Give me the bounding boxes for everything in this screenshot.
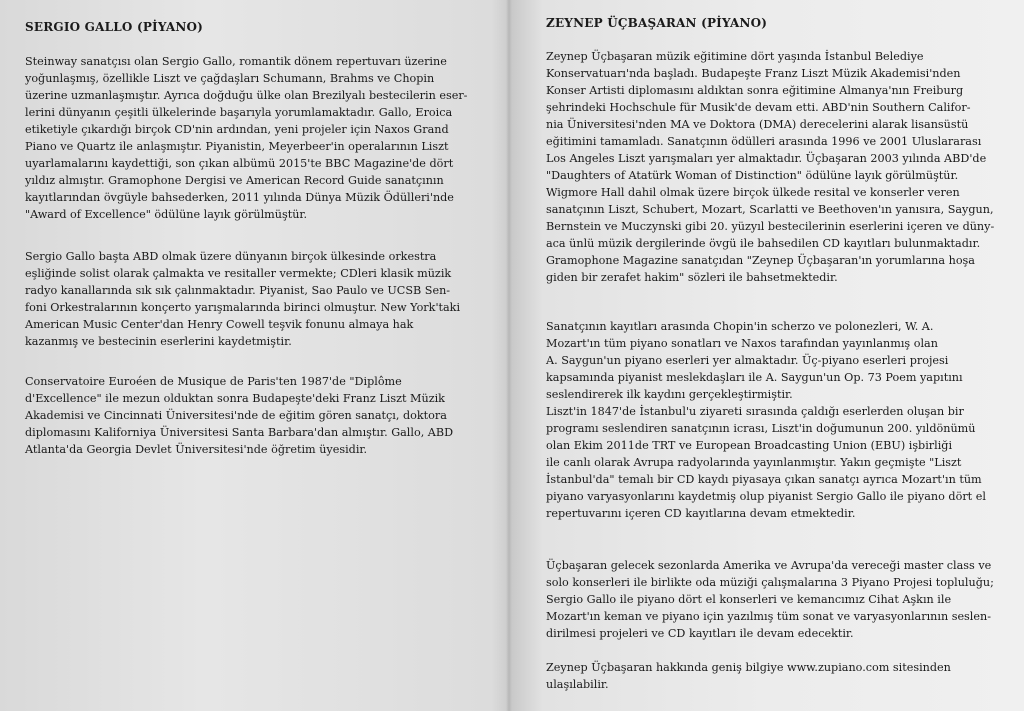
left-page (0, 0, 500, 711)
right-page (512, 0, 1024, 711)
right-paragraph-2: Sanatçının kayıtları arasında Chopin'in scherzo ve polonezleri, W. A. Mozart'ın tüm piyano sonatları ve Naxos tarafından yayınlanmış olan A. Saygun'un piyano eserleri yer almaktadır. Üç-piyano eserleri projesi kapsamında piyanist meslekdaşları ile A. Saygun'un Op. 73 Poem yapıtını seslendirerek ilk kaydını gerçekleştirmiştir. Liszt'in 1847'de İstanbul'u ziyareti sırasında çaldığı eserlerden oluşan bir programı seslendiren sanatçının icrası, Liszt'in doğumunun 200. yıldönümü olan Ekim 2011de TRT ve European Broadcasting Union (EBU) işbirliği ile canlı olarak Avrupa radyolarında yayınlanmıştır. Yakın geçmişte "Liszt İstanbul'da" temalı bir CD kaydı piyasaya çıkan sanatçı ayrıca Mozart'ın tüm piyano varyasyonlarını kaydetmiş olup piyanist Sergio Gallo ile piyano dört el repertuvarını içeren CD kayıtlarına devam etmektedir. (546, 320, 986, 520)
right-page-title: ZEYNEP ÜÇBAŞARAN (PİYANO) (546, 16, 768, 30)
left-paragraph-3: Conservatoire Euroéen de Musique de Paris'ten 1987'de "Diplôme d'Excellence" ile mezun olduktan sonra Budapeşte'deki Franz Liszt Müzik Akademisi ve Cincinnati Üniversitesi'nde de eğitim gören sanatçı, doktora diplomasını Kaliforniya Üniversitesi Santa Barbara'dan almıştır. Gallo, ABD Atlanta'da Georgia Devlet Üniversitesi'nde öğretim üyesidir. (25, 375, 454, 456)
left-page-title: SERGIO GALLO (PİYANO) (25, 20, 204, 34)
left-paragraph-1: Steinway sanatçısı olan Sergio Gallo, romantik dönem repertuvarı üzerine yoğunlaşmış, özellikle Liszt ve çağdaşları Schumann, Brahms ve Chopin üzerine uzmanlaşmıştır. Ayrıca doğduğu ülke olan Brezilyalı bestecilerin eser- lerini dünyanın çeşitli ülkelerinde başarıyla yorumlamaktadır. Gallo, Eroica etiketiyle çıkardığı birçok CD'nin ardından, yeni projeler için Naxos Grand Piano ve Quartz ile anlaşmıştır. Piyanistin, Meyerbeer'in operalarının Liszt uyarlamalarını kaydettiği, son çıkan albümü 2015'te BBC Magazine'de dört yıldız almıştır. Gramophone Dergisi ve American Record Guide sanatçının kayıtlarından övgüyle bahsederken, 2011 yılında Dünya Müzik Ödülleri'nde "Award of Excellence" ödülüne layık görülmüştür. (25, 55, 468, 221)
right-paragraph-1: Zeynep Üçbaşaran müzik eğitimine dört yaşında İstanbul Belediye Konservatuarı'nda başladı. Budapeşte Franz Liszt Müzik Akademisi'nden Konser Artisti diplomasını aldıktan sonra eğitimine Almanya'nın Freiburg şehrindeki Hochschule für Musik'de devam etti. ABD'nin Southern Califor- nia Üniversitesi'nden MA ve Doktora (DMA) derecelerini alarak lisansüstü eğitimini tamamladı. Sanatçının ödülleri arasında 1996 ve 2001 Uluslararası Los Angeles Liszt yarışmaları yer almaktadır. Üçbaşaran 2003 yılında ABD'de "Daughters of Atatürk Woman of Distinction" ödülüne layık görülmüştür. Wigmore Hall dahil olmak üzere birçok ülkede resital ve konserler veren sanatçının Liszt, Schubert, Mozart, Scarlatti ve Beethoven'ın yanısıra, Saygun, Bernstein ve Muczynski gibi 20. yüzyıl bestecilerinin eserlerini içeren ve düny- aca ünlü müzik dergilerinde övgü ile bahsedilen CD kayıtları bulunmaktadır. Gramophone Magazine sanatçıdan "Zeynep Üçbaşaran'ın yorumlarına hoşa giden bir zerafet hakim" sözleri ile bahsetmektedir. (546, 50, 995, 284)
right-paragraph-4: Zeynep Üçbaşaran hakkında geniş bilgiye www.zupiano.com sitesinden ulaşılabilir. (546, 661, 951, 691)
right-paragraph-3: Üçbaşaran gelecek sezonlarda Amerika ve Avrupa'da vereceği master class ve solo konserleri ile birlikte oda müziği çalışmalarına 3 Piyano Projesi topluluğu; Sergio Gallo ile piyano dört el konserleri ve kemancımız Cihat Aşkın ile Mozart'ın keman ve piyano için yazılmış tüm sonat ve varyasyonlarının seslen- dirilmesi projeleri ve CD kayıtları ile devam edecektir. (546, 559, 994, 640)
left-paragraph-2: Sergio Gallo başta ABD olmak üzere dünyanın birçok ülkesinde orkestra eşliğinde solist olarak çalmakta ve resitaller vermekte; CDleri klasik müzik radyo kanallarında sık sık çalınmaktadır. Piyanist, Sao Paulo ve UCSB Sen- foni Orkestralarının konçerto yarışmalarında birinci olmuştur. New York'taki American Music Center'dan Henry Cowell teşvik fonunu almaya hak kazanmış ve bestecinin eserlerini kaydetmiştir. (25, 250, 461, 348)
